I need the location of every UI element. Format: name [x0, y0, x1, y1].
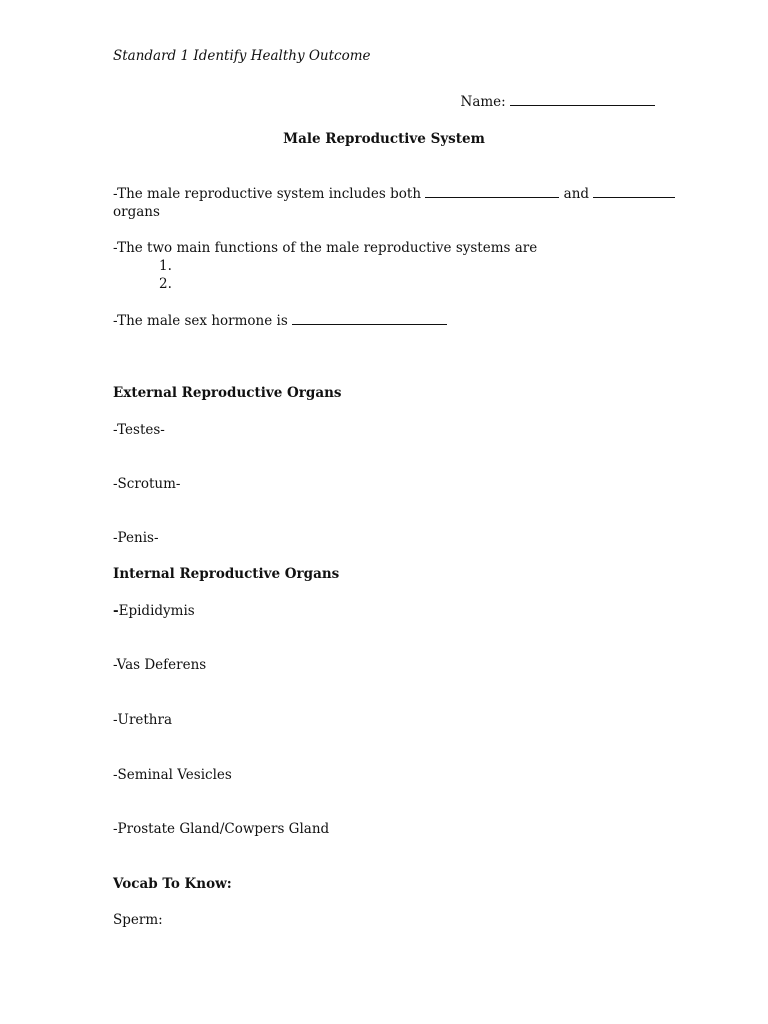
question-3-line: [113, 312, 447, 330]
question-1-text: -The male reproductive system includes both: [113, 186, 422, 202]
question-2-text: -The two main functions of the male reproductive systems are: [113, 240, 538, 256]
question-3-blank[interactable]: [292, 312, 447, 325]
question-1-blank-1[interactable]: [425, 185, 559, 198]
internal-item-dash: -: [113, 603, 119, 619]
question-1-line: [113, 185, 675, 203]
name-field: [461, 93, 656, 111]
question-2-item-1: 1.: [159, 258, 172, 274]
internal-item-urethra: -Urethra: [113, 712, 173, 728]
vocab-heading: Vocab To Know:: [113, 876, 232, 892]
name-blank[interactable]: [510, 93, 655, 106]
standard-label: Standard 1 Identify Healthy Outcome: [113, 48, 371, 64]
external-heading: External Reproductive Organs: [113, 385, 342, 401]
external-item-scrotum: -Scrotum-: [113, 476, 181, 492]
page-title: Male Reproductive System: [283, 131, 485, 147]
question-1-and: and: [563, 186, 590, 202]
external-item-testes: -Testes-: [113, 422, 165, 438]
question-2-item-2: 2.: [159, 276, 172, 292]
internal-item-seminal-vesicles: -Seminal Vesicles: [113, 767, 232, 783]
question-1-blank-2[interactable]: [593, 185, 675, 198]
internal-item-epididymis-label: Epididymis: [118, 603, 195, 619]
question-3-text: -The male sex hormone is: [113, 313, 288, 329]
vocab-item-sperm: Sperm:: [113, 912, 163, 928]
external-item-penis: -Penis-: [113, 530, 159, 546]
internal-item-vas-deferens: -Vas Deferens: [113, 657, 207, 673]
question-1-organs: organs: [113, 204, 160, 220]
name-label: Name:: [460, 94, 506, 110]
internal-heading: Internal Reproductive Organs: [113, 566, 340, 582]
internal-item-epididymis: [113, 602, 195, 620]
internal-item-prostate-gland: -Prostate Gland/Cowpers Gland: [113, 821, 330, 837]
